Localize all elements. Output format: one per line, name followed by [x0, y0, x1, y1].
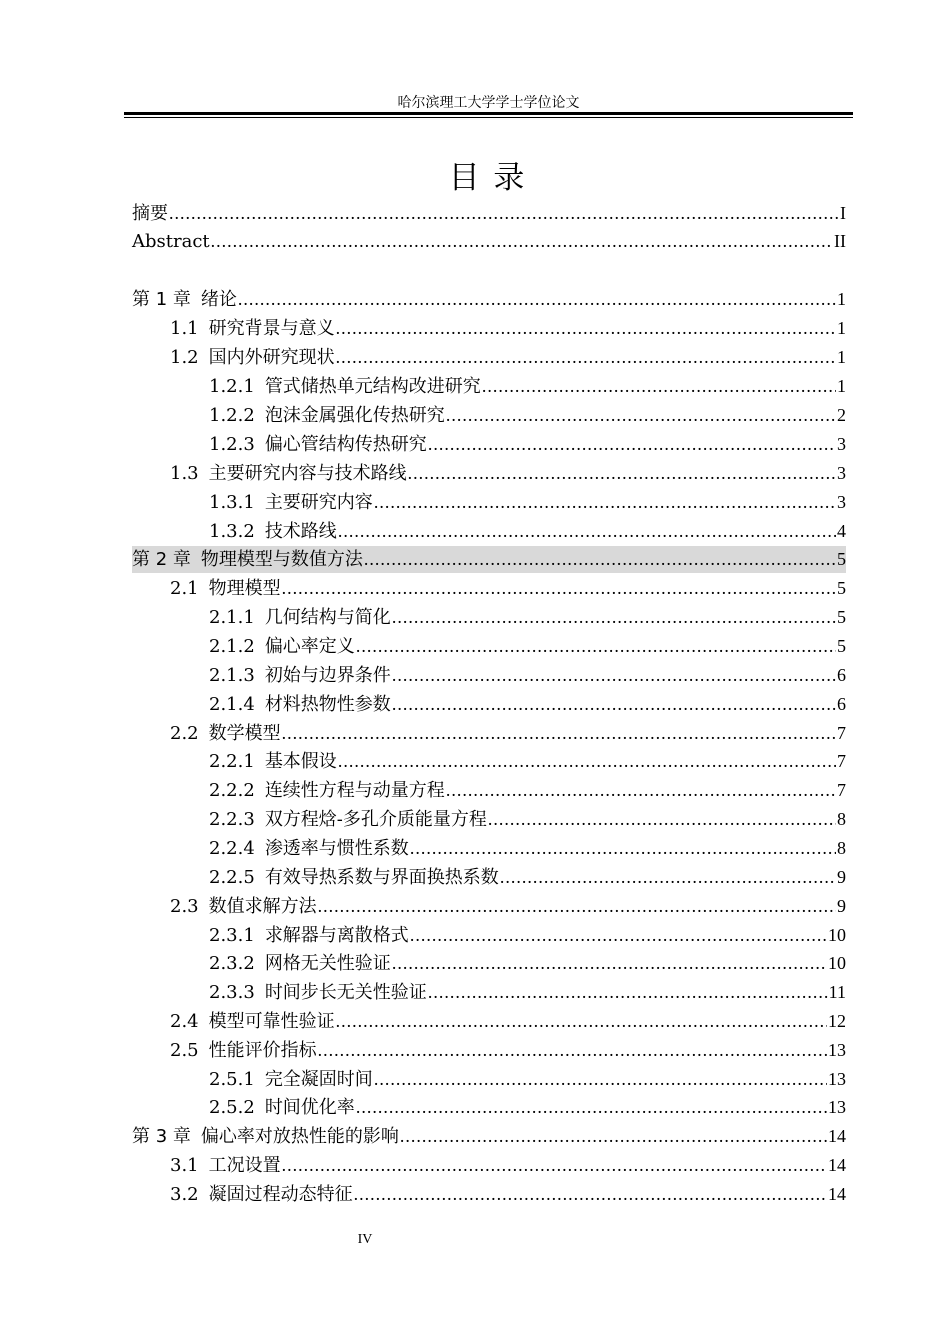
toc-leader-dots	[356, 633, 836, 660]
toc-leader-dots	[338, 518, 836, 545]
toc-leader-dots	[392, 604, 836, 631]
toc-leader-dots	[410, 922, 827, 949]
toc-leader-dots	[482, 373, 836, 400]
toc-leader-dots	[364, 546, 836, 573]
toc-entry-number: 2.5.1	[209, 1069, 255, 1090]
toc-entry-page: 9	[837, 867, 846, 887]
toc-chapter-entry[interactable]	[132, 286, 846, 313]
toc-section-entry[interactable]	[209, 806, 846, 833]
toc-entry-page: 1	[837, 376, 846, 396]
toc-leader-dots	[446, 777, 836, 804]
toc-entry-number: 2.1.3	[209, 665, 255, 686]
toc-entry-page: 6	[837, 665, 846, 685]
toc-entry-number: 1.1	[170, 318, 199, 339]
toc-section-entry[interactable]	[209, 950, 846, 977]
toc-entry-title: 国内外研究现状	[208, 347, 335, 368]
toc-chapter-entry[interactable]	[132, 1123, 846, 1150]
toc-entry-number: 1.2	[170, 347, 199, 368]
toc-entry-page: 14	[828, 1184, 846, 1204]
toc-entry-title: 性能评价指标	[208, 1040, 317, 1061]
toc-section-entry[interactable]	[209, 518, 846, 545]
toc-entry-title: 偏心率对放热性能的影响	[200, 1126, 399, 1147]
toc-entry-page: 13	[828, 1069, 846, 1089]
toc-section-entry[interactable]	[170, 1152, 846, 1179]
toc-section-entry[interactable]	[170, 575, 846, 602]
toc-entry-page: 13	[828, 1097, 846, 1117]
toc-leader-dots	[500, 864, 836, 891]
toc-entry-number: 2.2.3	[209, 809, 255, 830]
toc-entry-title: 时间优化率	[264, 1097, 355, 1118]
toc-entry-title: 摘要	[132, 203, 168, 224]
toc-entry-title: 凝固过程动态特征	[208, 1184, 353, 1205]
toc-entry-title: 数值求解方法	[208, 896, 317, 917]
page-number: IV	[357, 1232, 373, 1247]
toc-section-entry[interactable]	[170, 460, 846, 487]
toc-section-entry[interactable]	[209, 835, 846, 862]
toc-entry-title: 完全凝固时间	[264, 1069, 373, 1090]
toc-entry-title: 几何结构与简化	[264, 607, 391, 628]
toc-leader-dots	[410, 835, 836, 862]
toc-entry-number: 2.1.1	[209, 607, 255, 628]
toc-entry-number: 2.5.2	[209, 1097, 255, 1118]
toc-entry-number: 第 1 章	[132, 289, 191, 310]
toc-leader-dots	[446, 402, 836, 429]
toc-entry-number: 1.2.1	[209, 376, 255, 397]
toc-leader-dots	[318, 893, 836, 920]
toc-entry-title: 时间步长无关性验证	[264, 982, 427, 1003]
toc-entry-page: 10	[828, 925, 846, 945]
toc-entry-title: 基本假设	[264, 751, 337, 772]
toc-entry-page: 14	[828, 1126, 846, 1146]
toc-entry-title: 数学模型	[208, 723, 281, 744]
toc-entry-page: 5	[837, 636, 846, 656]
toc-section-entry[interactable]	[170, 1037, 846, 1064]
toc-leader-dots	[282, 720, 836, 747]
header-rule-thin	[124, 117, 853, 118]
toc-chapter-entry[interactable]	[132, 546, 846, 573]
toc-entry-title: 工况设置	[208, 1155, 281, 1176]
toc-entry-page: 1	[837, 289, 846, 309]
toc-entry-page: 10	[828, 953, 846, 973]
toc-entry-title: 材料热物性参数	[264, 694, 391, 715]
toc-section-entry[interactable]	[170, 1008, 846, 1035]
toc-entry-number: 2.1	[170, 578, 199, 599]
toc-entry-title: 主要研究内容	[264, 492, 373, 513]
toc-section-entry[interactable]	[170, 315, 846, 342]
toc-entry-number: 2.2.1	[209, 751, 255, 772]
toc-leader-dots	[211, 228, 833, 255]
toc-entry-title: 管式储热单元结构改进研究	[264, 376, 481, 397]
toc-leader-dots	[338, 748, 836, 775]
toc-section-entry[interactable]	[209, 633, 846, 660]
toc-entry-title: Abstract	[132, 231, 210, 252]
toc-section-entry[interactable]	[209, 604, 846, 631]
toc-entry-page: 6	[837, 694, 846, 714]
toc-section-entry[interactable]	[209, 777, 846, 804]
toc-entry-page: 5	[837, 607, 846, 627]
toc-leader-dots	[428, 979, 828, 1006]
toc-leader-dots	[408, 460, 836, 487]
toc-entry-page: 8	[837, 838, 846, 858]
toc-leader-dots	[488, 806, 836, 833]
toc-section-entry[interactable]	[209, 979, 846, 1006]
toc-section-entry[interactable]	[209, 922, 846, 949]
toc-entry-page: 7	[837, 780, 846, 800]
running-header: 哈尔滨理工大学学士学位论文	[397, 96, 580, 111]
toc-entry-number: 1.2.2	[209, 405, 255, 426]
toc-section-entry[interactable]	[209, 748, 846, 775]
toc-entry-page: 4	[837, 521, 846, 541]
toc-entry-page: 11	[828, 982, 846, 1002]
toc-entry-title: 初始与边界条件	[264, 665, 391, 686]
toc-entry-page: 12	[828, 1011, 846, 1031]
toc-entry-title: 模型可靠性验证	[208, 1011, 335, 1032]
toc-entry-number: 2.3.2	[209, 953, 255, 974]
toc-section-entry[interactable]	[209, 431, 846, 458]
toc-entry-title: 双方程焓-多孔介质能量方程	[264, 809, 487, 830]
toc-entry-page: 9	[837, 896, 846, 916]
toc-entry-title: 研究背景与意义	[208, 318, 335, 339]
toc-entry-number: 1.3	[170, 463, 199, 484]
toc-entry-title: 有效导热系数与界面换热系数	[264, 867, 499, 888]
toc-entry-number: 1.3.2	[209, 521, 255, 542]
toc-entry-title: 偏心率定义	[264, 636, 355, 657]
toc-leader-dots	[318, 1037, 827, 1064]
toc-entry-number: 2.3	[170, 896, 199, 917]
toc-entry-page: I	[840, 203, 846, 223]
toc-leader-dots	[392, 662, 836, 689]
toc-entry-number: 2.2.2	[209, 780, 255, 801]
toc-leader-dots	[392, 691, 836, 718]
toc-entry-number: 2.3.3	[209, 982, 255, 1003]
toc-front-entry[interactable]	[132, 200, 846, 227]
toc-entry-title: 连续性方程与动量方程	[264, 780, 445, 801]
toc-section-entry[interactable]	[209, 691, 846, 718]
toc-leader-dots	[374, 1066, 827, 1093]
toc-entry-page: 2	[837, 405, 846, 425]
toc-entry-page: 1	[837, 318, 846, 338]
toc-section-entry[interactable]	[170, 893, 846, 920]
toc-entry-page: 3	[837, 492, 846, 512]
toc-entry-title: 求解器与离散格式	[264, 925, 409, 946]
toc-leader-dots	[392, 950, 827, 977]
toc-entry-page: 3	[837, 463, 846, 483]
toc-entry-number: 2.2	[170, 723, 199, 744]
toc-entry-page: 13	[828, 1040, 846, 1060]
toc-front-entry[interactable]	[132, 228, 846, 255]
toc-section-entry[interactable]	[209, 1094, 846, 1121]
toc-entry-page: 7	[837, 751, 846, 771]
toc-entry-number: 2.5	[170, 1040, 199, 1061]
toc-entry-page: 3	[837, 434, 846, 454]
toc-entry-number: 第 3 章	[132, 1126, 191, 1147]
toc-leader-dots	[336, 344, 836, 371]
toc-entry-number: 2.2.4	[209, 838, 255, 859]
toc-entry-title: 技术路线	[264, 521, 337, 542]
toc-entry-title: 主要研究内容与技术路线	[208, 463, 407, 484]
toc-entry-number: 第 2 章	[132, 549, 191, 570]
toc-section-entry[interactable]	[209, 402, 846, 429]
toc-entry-page: 7	[837, 723, 846, 743]
toc-entry-number: 2.1.4	[209, 694, 255, 715]
toc-leader-dots	[356, 1094, 827, 1121]
toc-leader-dots	[282, 575, 836, 602]
toc-entry-page: 14	[828, 1155, 846, 1175]
toc-entry-title: 绪论	[200, 289, 237, 310]
page-title: 目 录	[448, 160, 527, 196]
toc-entry-number: 2.4	[170, 1011, 199, 1032]
toc-leader-dots	[282, 1152, 827, 1179]
toc-leader-dots	[238, 286, 836, 313]
toc-entry-page: 5	[837, 578, 846, 598]
header-rule-thick	[124, 112, 853, 115]
toc-section-entry[interactable]	[170, 344, 846, 371]
toc-section-entry[interactable]	[209, 489, 846, 516]
toc-entry-number: 3.2	[170, 1184, 199, 1205]
toc-entry-title: 物理模型与数值方法	[200, 549, 363, 570]
toc-entry-number: 2.3.1	[209, 925, 255, 946]
toc-entry-title: 偏心管结构传热研究	[264, 434, 427, 455]
toc-entry-page: II	[834, 231, 846, 251]
toc-leader-dots	[400, 1123, 827, 1150]
toc-section-entry[interactable]	[209, 373, 846, 400]
toc-entry-page: 5	[837, 549, 846, 569]
toc-entry-title: 物理模型	[208, 578, 281, 599]
toc-entry-number: 1.2.3	[209, 434, 255, 455]
toc-leader-dots	[169, 200, 839, 227]
toc-section-entry[interactable]	[209, 1066, 846, 1093]
toc-section-entry[interactable]	[209, 662, 846, 689]
toc-entry-number: 2.2.5	[209, 867, 255, 888]
toc-entry-title: 网格无关性验证	[264, 953, 391, 974]
toc-section-entry[interactable]	[170, 720, 846, 747]
toc-leader-dots	[354, 1181, 827, 1208]
toc-leader-dots	[428, 431, 836, 458]
toc-entry-title: 渗透率与惯性系数	[264, 838, 409, 859]
toc-leader-dots	[374, 489, 836, 516]
toc-entry-page: 1	[837, 347, 846, 367]
toc-section-entry[interactable]	[209, 864, 846, 891]
toc-entry-page: 8	[837, 809, 846, 829]
toc-entry-number: 1.3.1	[209, 492, 255, 513]
toc-entry-number: 3.1	[170, 1155, 199, 1176]
toc-leader-dots	[336, 315, 836, 342]
toc-section-entry[interactable]	[170, 1181, 846, 1208]
toc-leader-dots	[336, 1008, 827, 1035]
toc-entry-number: 2.1.2	[209, 636, 255, 657]
toc-entry-title: 泡沫金属强化传热研究	[264, 405, 445, 426]
